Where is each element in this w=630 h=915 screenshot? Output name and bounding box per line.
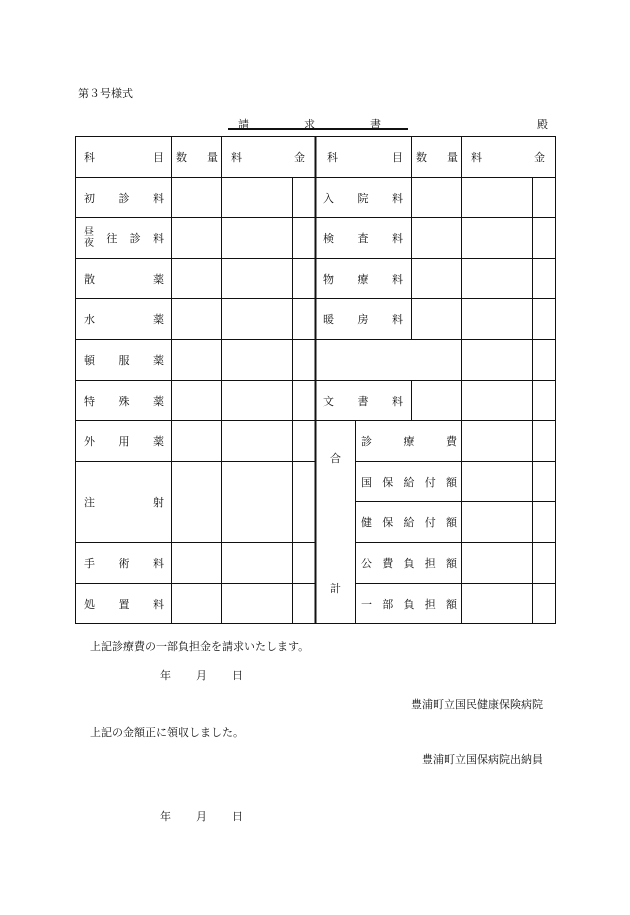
request-text: 上記診療費の一部負担金を請求いたします。: [90, 640, 310, 653]
document-title: 請 求 書: [238, 118, 381, 131]
total-item-label: 国 保 給 付 額: [361, 476, 457, 489]
left-item-label: 昼 夜 往 診 料: [84, 227, 164, 249]
right-item-label: [323, 340, 403, 380]
total-label-top: 合: [330, 452, 341, 465]
left-item-label: 頓 服 薬: [84, 354, 164, 367]
receipt-text: 上記の金額正に領収しました。: [90, 726, 244, 739]
total-item-label: 公 費 負 担 額: [361, 557, 457, 570]
header-item-right: 科 目: [327, 151, 403, 164]
header-quantity-left: 数 量: [176, 151, 218, 164]
right-item-label: 入 院 料: [323, 192, 403, 205]
left-item-label: 初 診 料: [84, 192, 164, 205]
total-item-label: 診 療 費: [361, 435, 457, 448]
right-item-label: 文 書 料: [323, 395, 403, 408]
left-item-label: 特 殊 薬: [84, 395, 164, 408]
left-item-label: 注 射: [84, 496, 164, 509]
hospital-name: 豊浦町立国民健康保険病院: [411, 698, 543, 711]
date1-day: 日: [232, 669, 243, 682]
header-fee-right: 料 金: [471, 151, 545, 164]
total-label-bottom: 計: [330, 582, 341, 595]
left-item-label: 水 薬: [84, 313, 164, 326]
left-item-label: 手 術 料: [84, 557, 164, 570]
header-item-left: 科 目: [84, 151, 164, 164]
right-item-label: 検 査 料: [323, 232, 403, 245]
total-item-label: 健 保 給 付 額: [361, 516, 457, 529]
left-item-label: 外 用 薬: [84, 435, 164, 448]
form-number: 第３号様式: [78, 87, 133, 100]
right-item-label: 暖 房 料: [323, 313, 403, 326]
header-fee-left: 料 金: [231, 151, 305, 164]
total-item-label: 一 部 負 担 額: [361, 598, 457, 611]
right-item-label: 物 療 料: [323, 273, 403, 286]
left-item-label: 処 置 料: [84, 598, 164, 611]
date2-day: 日: [232, 810, 243, 823]
cashier-name: 豊浦町立国保病院出納員: [422, 753, 543, 766]
left-item-label: 散 薬: [84, 273, 164, 286]
header-quantity-right: 数 量: [416, 151, 458, 164]
date2-year: 年: [160, 810, 171, 823]
date1-year: 年: [160, 669, 171, 682]
date1-month: 月: [196, 669, 207, 682]
date2-month: 月: [196, 810, 207, 823]
addressee-suffix: 殿: [537, 118, 548, 131]
